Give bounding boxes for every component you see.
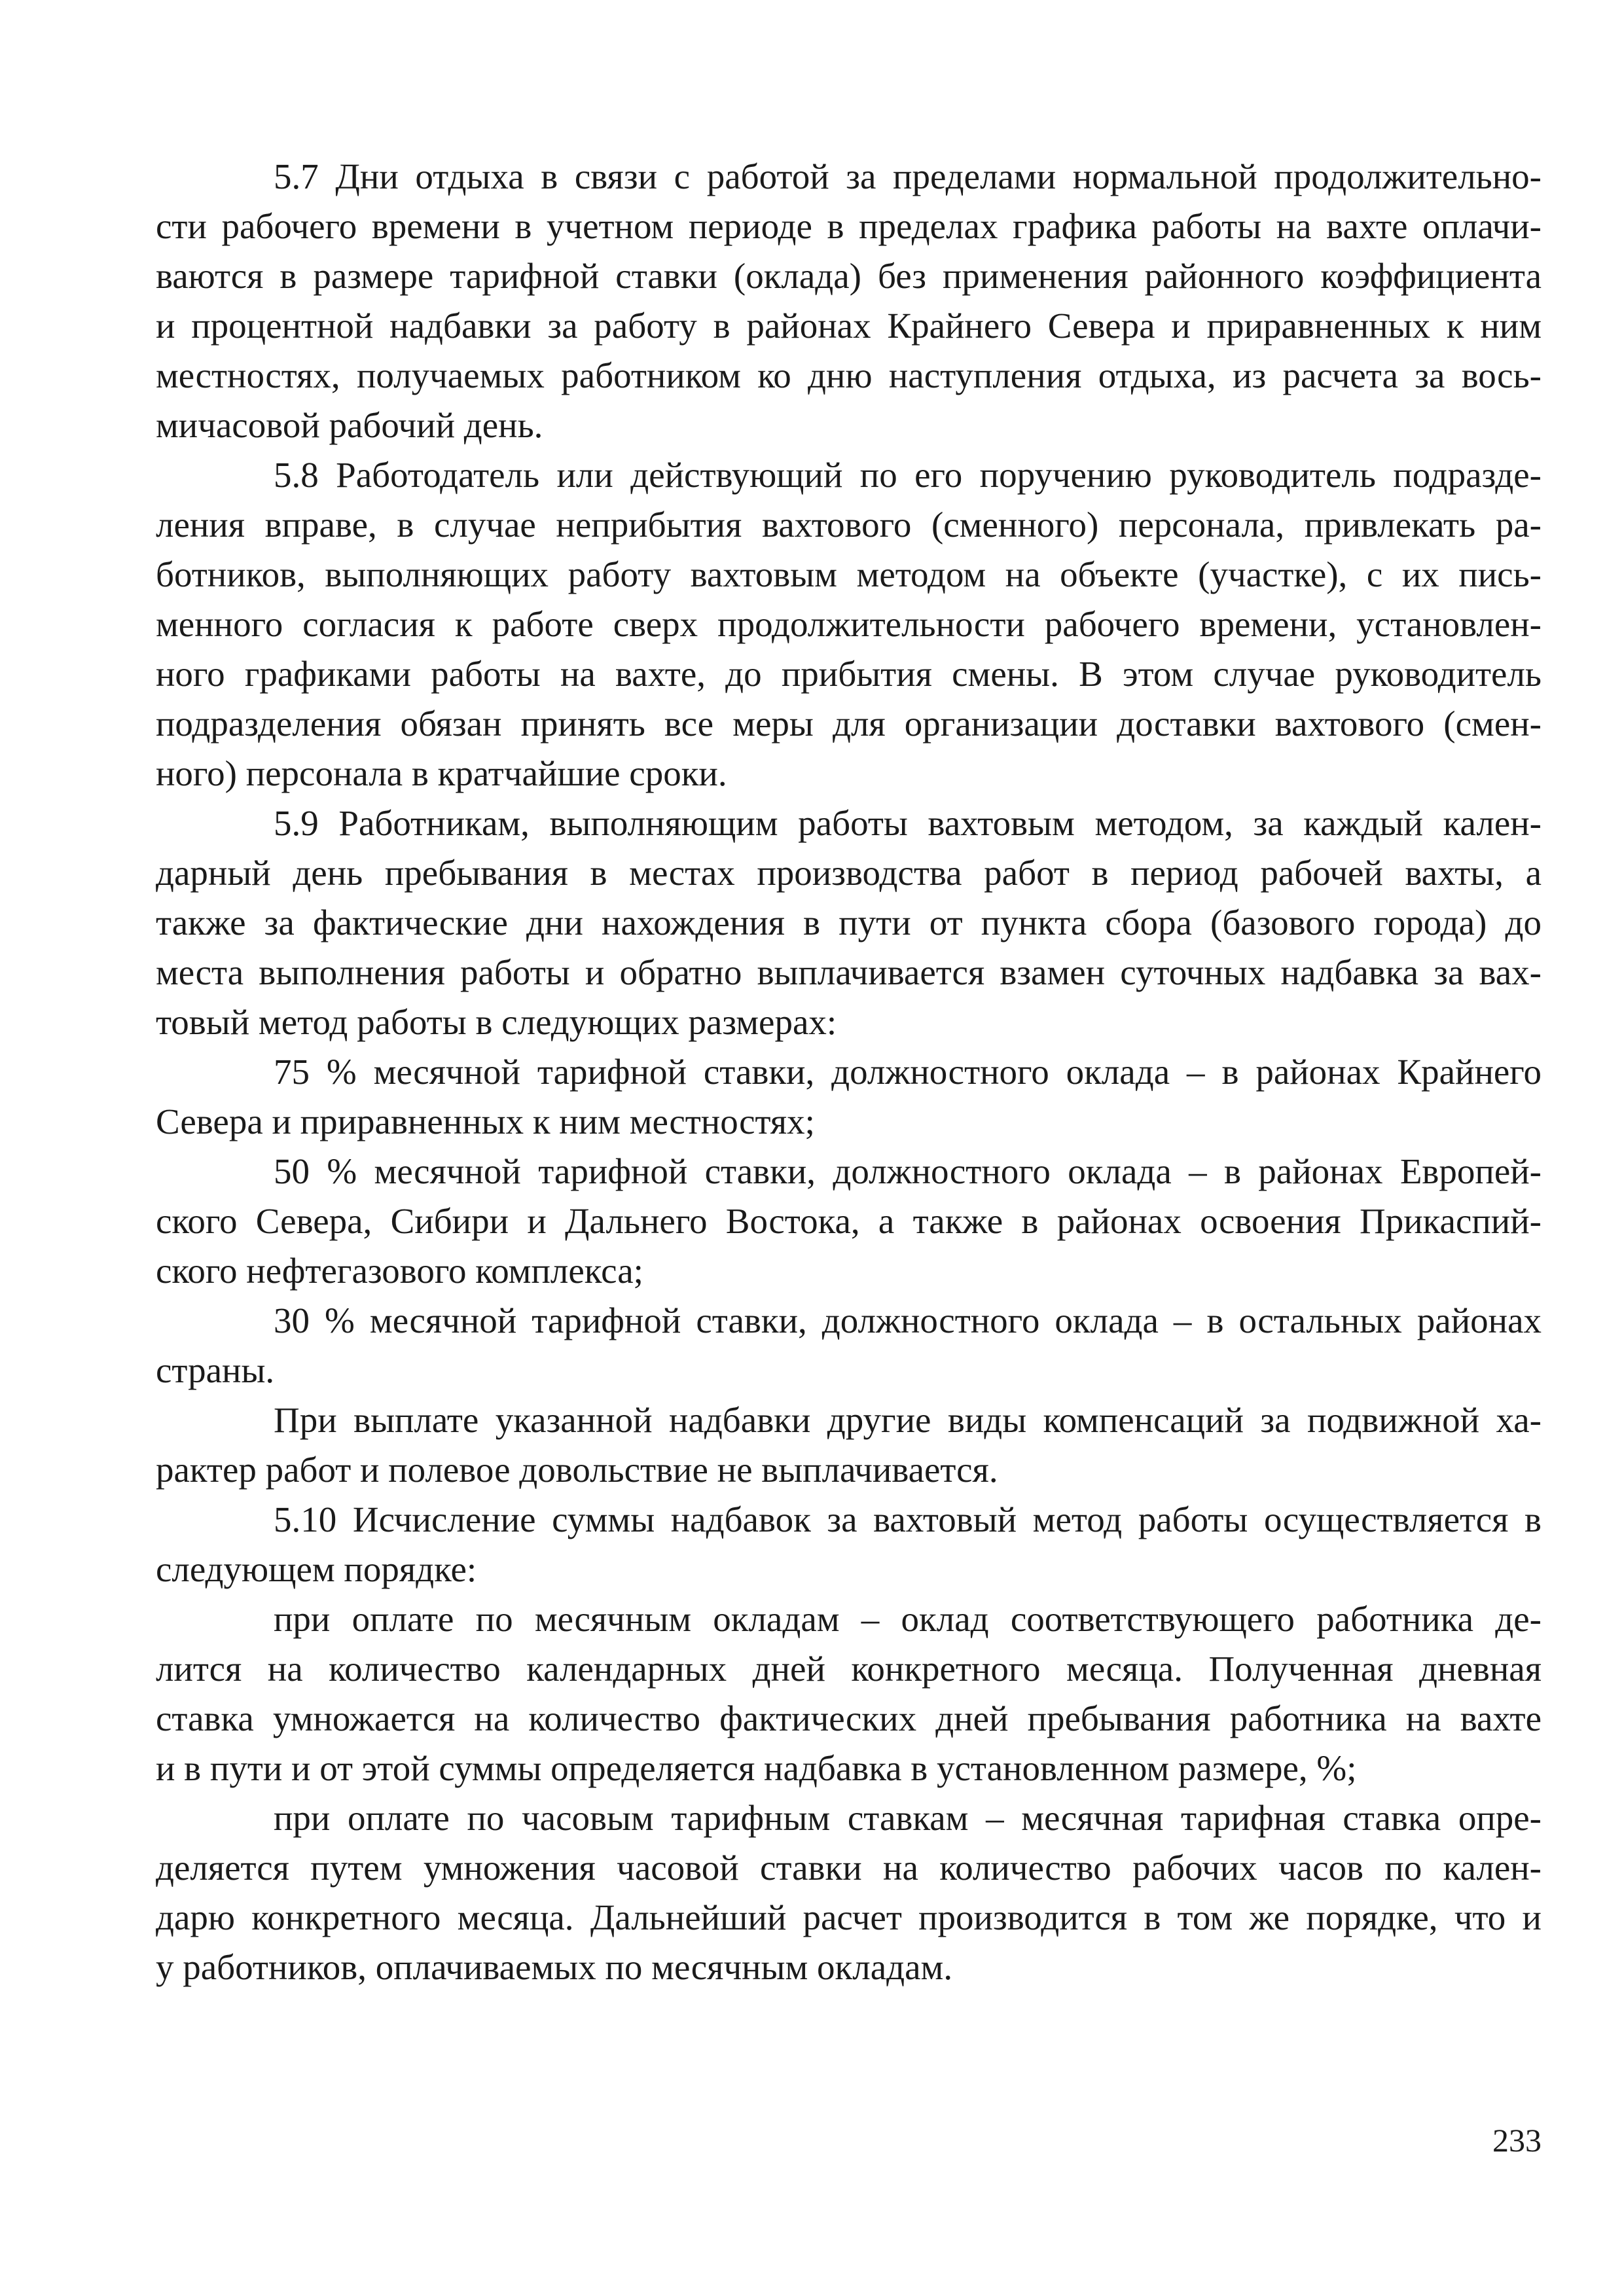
text-line: 75 % месячной тарифной ставки, должностного оклада – в районах Крайнего (274, 1052, 1542, 1092)
text-line: ботников, выполняющих работу вахтовым методом на объекте (участке), с их пись- (156, 554, 1542, 594)
text-line: подразделения обязан принять все меры для организации доставки вахтового (смен- (156, 704, 1542, 744)
text-line: ного графиками работы на вахте, до прибытия смены. В этом случае руководитель (156, 654, 1542, 694)
text-line: при оплате по месячным окладам – оклад соответствующего работника де- (274, 1599, 1542, 1639)
text-line: 50 % месячной тарифной ставки, должностного оклада – в районах Европей- (274, 1151, 1542, 1191)
text-line: Севера и приравненных к ним местностях; (156, 1102, 815, 1141)
page-number: 233 (1492, 2122, 1542, 2159)
text-line: сти рабочего времени в учетном периоде в пределах графика работы на вахте оплачи- (156, 206, 1542, 246)
text-line: рактер работ и полевое довольствие не выплачивается. (156, 1450, 998, 1490)
text-line: дарю конкретного месяца. Дальнейший расчет производится в том же порядке, что и (156, 1897, 1542, 1937)
text-line: При выплате указанной надбавки другие виды компенсаций за подвижной ха- (274, 1400, 1542, 1440)
text-line: ного) персонала в кратчайшие сроки. (156, 753, 727, 793)
text-line: ваются в размере тарифной ставки (оклада) без применения районного коэффициента (156, 256, 1542, 296)
text-line: 5.7 Дни отдыха в связи с работой за пределами нормальной продолжительно- (274, 156, 1542, 196)
text-line: также за фактические дни нахождения в пути от пункта сбора (базового города) до (156, 903, 1542, 942)
text-line: места выполнения работы и обратно выплачивается взамен суточных надбавка за вах- (156, 952, 1542, 992)
text-line: страны. (156, 1350, 275, 1390)
text-line: 5.10 Исчисление суммы надбавок за вахтовый метод работы осуществляется в (274, 1499, 1542, 1539)
text-line: и процентной надбавки за работу в районах Крайнего Севера и приравненных к ним (156, 306, 1542, 346)
text-line: мичасовой рабочий день. (156, 405, 543, 445)
text-line: ского Севера, Сибири и Дальнего Востока, а также в районах освоения Прикаспий- (156, 1201, 1542, 1241)
text-line: деляется путем умножения часовой ставки на количество рабочих часов по кален- (156, 1848, 1542, 1888)
text-line: ского нефтегазового комплекса; (156, 1251, 643, 1291)
text-line: 5.8 Работодатель или действующий по его поручению руководитель подразде- (274, 455, 1542, 495)
text-line: у работников, оплачиваемых по месячным окладам. (156, 1947, 953, 1987)
text-line: товый метод работы в следующих размерах: (156, 1002, 837, 1042)
text-line: 30 % месячной тарифной ставки, должностного оклада – в остальных районах (274, 1300, 1542, 1340)
text-line: при оплате по часовым тарифным ставкам – месячная тарифная ставка опре- (274, 1798, 1542, 1838)
text-line: местностях, получаемых работником ко дню наступления отдыха, из расчета за вось- (156, 355, 1542, 395)
text-line: ставка умножается на количество фактических дней пребывания работника на вахте (156, 1698, 1542, 1738)
text-line: 5.9 Работникам, выполняющим работы вахтовым методом, за каждый кален- (274, 803, 1542, 843)
text-line: менного согласия к работе сверх продолжительности рабочего времени, установлен- (156, 604, 1542, 644)
text-line: дарный день пребывания в местах производства работ в период рабочей вахты, а (156, 853, 1542, 893)
text-line: следующем порядке: (156, 1549, 477, 1589)
text-line: и в пути и от этой суммы определяется надбавка в установленном размере, %; (156, 1748, 1357, 1788)
text-line: ления вправе, в случае неприбытия вахтового (сменного) персонала, привлекать ра- (156, 505, 1542, 545)
text-line: лится на количество календарных дней конкретного месяца. Полученная дневная (156, 1649, 1542, 1689)
